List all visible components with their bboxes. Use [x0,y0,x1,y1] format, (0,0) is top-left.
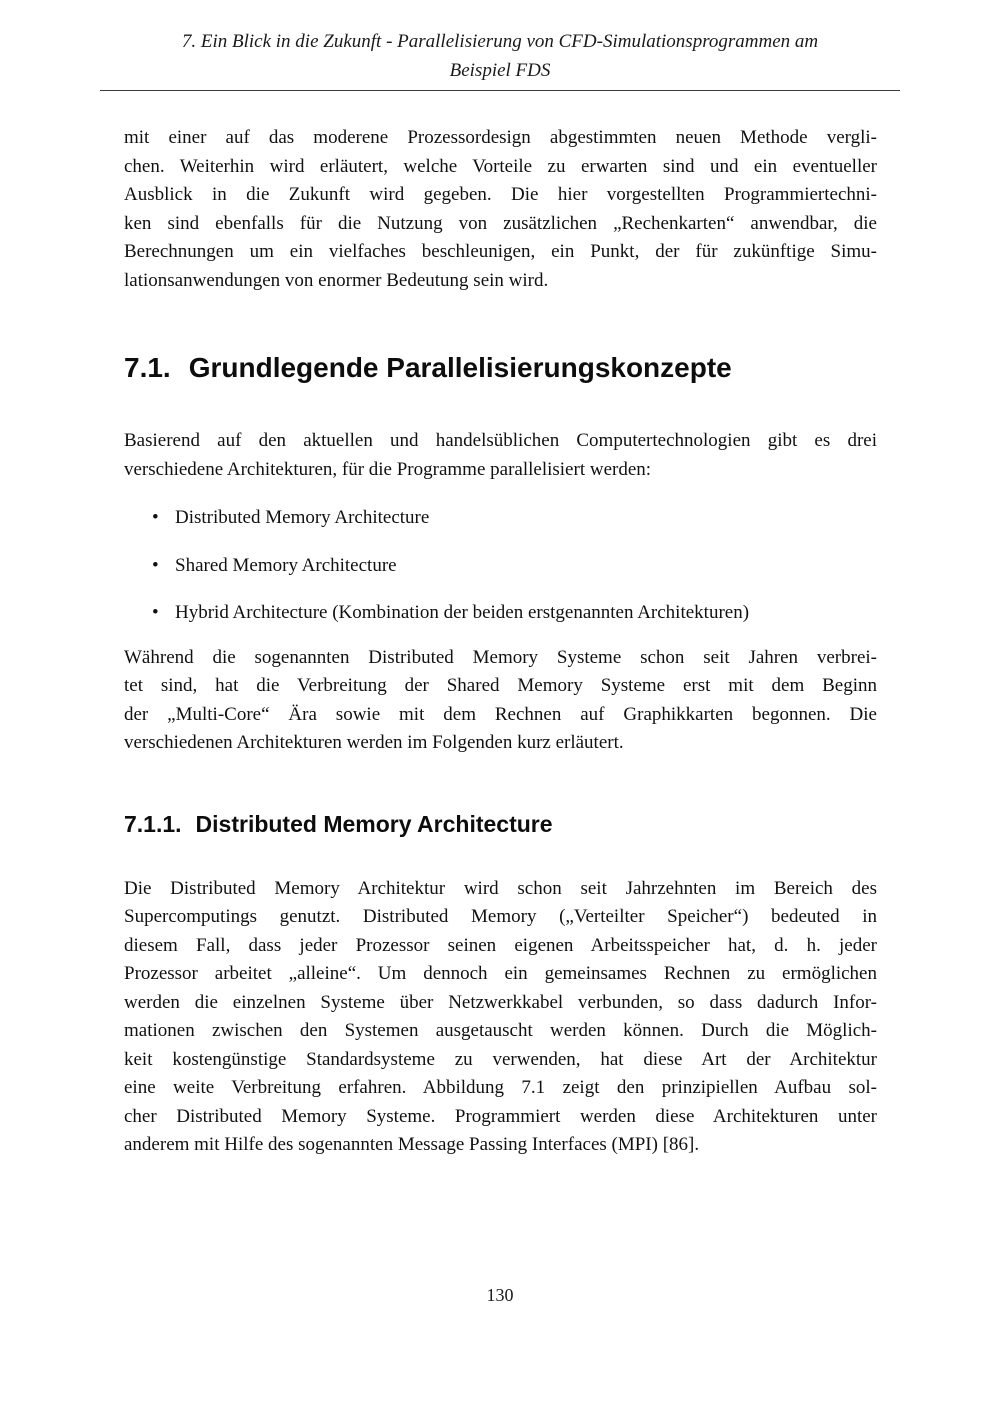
text-line: Berechnungen um ein vielfaches beschleunigen, ein Punkt, der für zukünftige Simu- [124,241,877,262]
bullet-item [124,504,877,533]
subsection-heading-text: Distributed Memory Architecture [195,810,553,837]
text-line: lationsanwendungen von enormer Bedeutung sein wird. [124,269,549,291]
text-line: Die Distributed Memory Architektur wird schon seit Jahrzehnten im Bereich des [124,877,877,899]
bullet-label: Hybrid Architecture (Kombination der beiden erstgenannten Architekturen) [175,602,750,623]
text-line: Supercomputings genutzt. Distributed Memory („Verteilter Speicher“) bedeuted in [124,906,877,927]
running-head [100,27,900,85]
text-line: cher Distributed Memory Systeme. Programmiert werden diese Architekturen unter [124,1105,877,1127]
bullet-label: Distributed Memory Architecture [175,507,430,528]
bullet-icon: • [152,554,159,576]
text-line: mit einer auf das moderene Prozessordesign abgestimmten neuen Methode vergli- [124,127,877,148]
section-7-1-paragraph-1 [124,427,877,484]
text-line: anderem mit Hilfe des sogenannten Message Passing Interfaces (MPI) [86]. [124,1134,700,1155]
text-line: tet sind, hat die Verbreitung der Shared Memory Systeme erst mit dem Beginn [124,675,877,696]
header-rule [100,90,900,91]
page-number: 130 [486,1285,514,1305]
text-line: der „Multi-Core“ Ära sowie mit dem Rechnen auf Graphikkarten begonnen. Die [124,703,877,725]
section-7-1-1-paragraph [124,875,877,1160]
text-line: Prozessor arbeitet „alleine“. Um dennoch ein gemeinsames Rechnen zu ermöglichen [124,963,877,984]
bullet-icon: • [152,602,159,623]
page-header [0,27,1000,91]
text-line: Ausblick in die Zukunft wird gegeben. Die hier vorgestellten Programmiertechni- [124,184,877,205]
text-line: ken sind ebenfalls für die Nutzung von zusätzlichen „Rechenkarten“ anwendbar, die [124,212,877,234]
page-body [124,124,877,1160]
text-line: werden die einzelnen Systeme über Netzwerkkabel verbunden, so dass dadurch Infor- [124,991,877,1013]
text-line: Während die sogenannten Distributed Memory Systeme schon seit Jahren verbrei- [124,646,877,668]
section-heading-text: Grundlegende Parallelisierungskonzepte [188,352,732,383]
section-heading-7-1 [124,351,877,385]
bullet-item [124,599,877,628]
running-head-line1: 7. Ein Blick in die Zukunft - Parallelisierung von CFD-Simulationsprogrammen am [181,31,819,52]
text-line: Basierend auf den aktuellen und handelsüblichen Computertechnologien gibt es drei [124,430,877,451]
text-line: keit kostengünstige Standardsysteme zu verwenden, hat diese Art der Architektur [124,1048,877,1070]
section-number: 7.1. [124,352,171,383]
running-head-line2: Beispiel FDS [449,60,551,81]
section-7-1-paragraph-2 [124,644,877,758]
bullet-item [124,552,877,581]
text-line: diesem Fall, dass jeder Prozessor seinen eigenen Arbeitsspeicher hat, d. h. jeder [124,934,877,956]
text-line: chen. Weiterhin wird erläutert, welche Vorteile zu erwarten sind und ein eventueller [124,155,877,177]
architecture-bullet-list [124,504,877,628]
intro-paragraph [124,124,877,295]
subsection-heading-7-1-1 [124,810,877,838]
subsection-number: 7.1.1. [124,810,182,837]
text-line: verschiedenen Architekturen werden im Folgenden kurz erläutert. [124,732,624,753]
text-line: verschiedene Architekturen, für die Programme parallelisiert werden: [124,458,652,480]
text-line: mationen zwischen den Systemen ausgetauscht werden können. Durch die Möglich- [124,1020,877,1041]
bullet-label: Shared Memory Architecture [175,554,397,576]
bullet-icon: • [152,507,159,528]
text-line: eine weite Verbreitung erfahren. Abbildung 7.1 zeigt den prinzipiellen Aufbau sol- [124,1077,877,1098]
